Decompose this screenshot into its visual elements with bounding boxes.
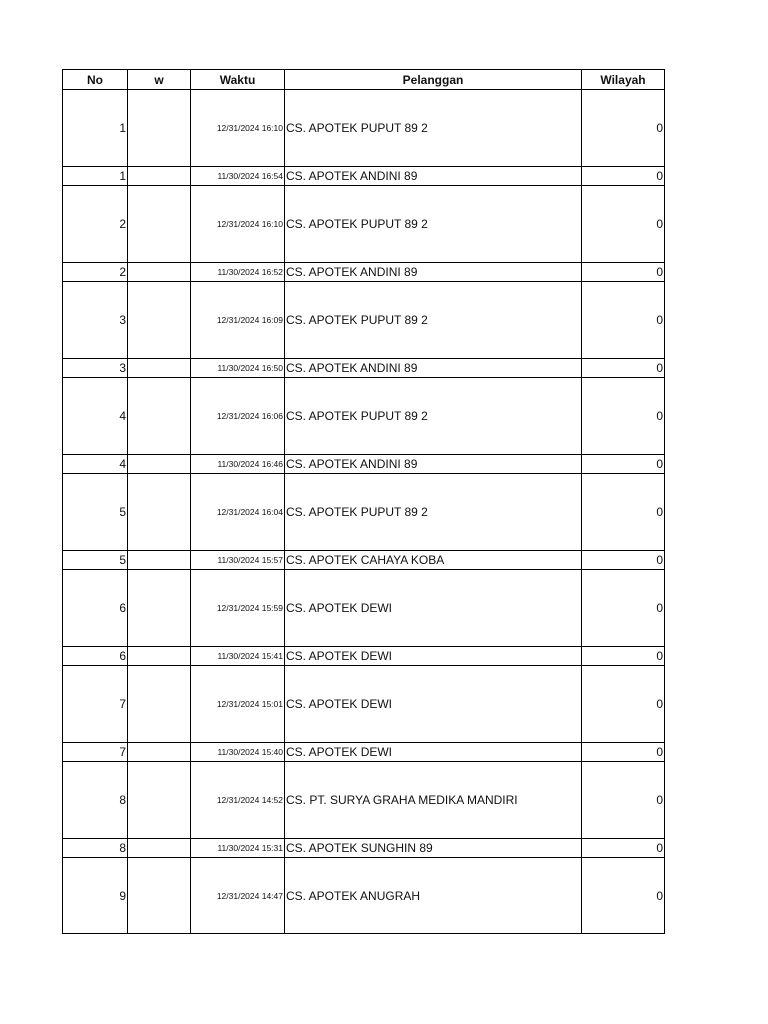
cell-pelanggan: CS. APOTEK PUPUT 89 2 — [285, 90, 582, 167]
cell-wilayah: 0 — [582, 551, 665, 570]
table-row — [63, 186, 665, 263]
header-w: w — [128, 70, 191, 90]
cell-waktu: 12/31/2024 16:04 — [191, 474, 285, 551]
cell-w — [128, 282, 191, 359]
cell-waktu: 11/30/2024 16:46 — [191, 455, 285, 474]
cell-pelanggan: CS. APOTEK DEWI — [285, 647, 582, 666]
cell-no: 5 — [63, 551, 128, 570]
cell-no: 6 — [63, 647, 128, 666]
cell-waktu: 11/30/2024 16:54 — [191, 167, 285, 186]
cell-pelanggan: CS. APOTEK DEWI — [285, 743, 582, 762]
cell-waktu: 12/31/2024 14:52 — [191, 762, 285, 839]
table-row — [63, 282, 665, 359]
cell-pelanggan: CS. PT. SURYA GRAHA MEDIKA MANDIRI — [285, 762, 582, 839]
cell-wilayah: 0 — [582, 455, 665, 474]
cell-wilayah: 0 — [582, 858, 665, 934]
cell-pelanggan: CS. APOTEK PUPUT 89 2 — [285, 186, 582, 263]
cell-w — [128, 263, 191, 282]
cell-waktu: 12/31/2024 15:01 — [191, 666, 285, 743]
cell-w — [128, 839, 191, 858]
cell-no: 6 — [63, 570, 128, 647]
cell-wilayah: 0 — [582, 378, 665, 455]
cell-pelanggan: CS. APOTEK SUNGHIN 89 — [285, 839, 582, 858]
cell-waktu: 12/31/2024 15:59 — [191, 570, 285, 647]
cell-pelanggan: CS. APOTEK ANDINI 89 — [285, 263, 582, 282]
cell-no: 7 — [63, 666, 128, 743]
cell-w — [128, 474, 191, 551]
cell-waktu: 12/31/2024 16:06 — [191, 378, 285, 455]
cell-wilayah: 0 — [582, 570, 665, 647]
cell-no: 8 — [63, 839, 128, 858]
table-row — [63, 858, 665, 934]
cell-w — [128, 455, 191, 474]
cell-no: 7 — [63, 743, 128, 762]
table-row — [63, 666, 665, 743]
table-row — [63, 570, 665, 647]
table-row — [63, 839, 665, 858]
cell-pelanggan: CS. APOTEK ANDINI 89 — [285, 167, 582, 186]
header-waktu: Waktu — [191, 70, 285, 90]
cell-w — [128, 186, 191, 263]
cell-wilayah: 0 — [582, 359, 665, 378]
cell-no: 1 — [63, 90, 128, 167]
table-row — [63, 743, 665, 762]
table-row — [63, 455, 665, 474]
cell-w — [128, 551, 191, 570]
cell-w — [128, 858, 191, 934]
cell-waktu: 11/30/2024 16:50 — [191, 359, 285, 378]
cell-w — [128, 647, 191, 666]
cell-pelanggan: CS. APOTEK PUPUT 89 2 — [285, 282, 582, 359]
cell-no: 4 — [63, 378, 128, 455]
cell-no: 2 — [63, 186, 128, 263]
cell-w — [128, 90, 191, 167]
cell-wilayah: 0 — [582, 839, 665, 858]
cell-waktu: 12/31/2024 16:10 — [191, 90, 285, 167]
cell-no: 1 — [63, 167, 128, 186]
cell-w — [128, 378, 191, 455]
cell-no: 8 — [63, 762, 128, 839]
cell-waktu: 11/30/2024 15:31 — [191, 839, 285, 858]
cell-no: 3 — [63, 359, 128, 378]
cell-wilayah: 0 — [582, 762, 665, 839]
cell-w — [128, 359, 191, 378]
cell-pelanggan: CS. APOTEK ANDINI 89 — [285, 359, 582, 378]
table-row — [63, 359, 665, 378]
header-row — [63, 70, 665, 90]
cell-w — [128, 743, 191, 762]
header-wilayah: Wilayah — [582, 70, 665, 90]
table-row — [63, 647, 665, 666]
cell-w — [128, 167, 191, 186]
table-row — [63, 762, 665, 839]
cell-pelanggan: CS. APOTEK PUPUT 89 2 — [285, 378, 582, 455]
cell-waktu: 11/30/2024 15:41 — [191, 647, 285, 666]
cell-wilayah: 0 — [582, 666, 665, 743]
cell-pelanggan: CS. APOTEK PUPUT 89 2 — [285, 474, 582, 551]
cell-waktu: 12/31/2024 16:09 — [191, 282, 285, 359]
cell-waktu: 12/31/2024 14:47 — [191, 858, 285, 934]
cell-no: 3 — [63, 282, 128, 359]
table-row — [63, 551, 665, 570]
spreadsheet-table — [62, 69, 665, 934]
cell-wilayah: 0 — [582, 743, 665, 762]
table-row — [63, 90, 665, 167]
cell-wilayah: 0 — [582, 90, 665, 167]
cell-pelanggan: CS. APOTEK ANDINI 89 — [285, 455, 582, 474]
cell-waktu: 11/30/2024 15:57 — [191, 551, 285, 570]
table-row — [63, 378, 665, 455]
cell-waktu: 12/31/2024 16:10 — [191, 186, 285, 263]
cell-waktu: 11/30/2024 16:52 — [191, 263, 285, 282]
cell-pelanggan: CS. APOTEK ANUGRAH — [285, 858, 582, 934]
cell-pelanggan: CS. APOTEK CAHAYA KOBA — [285, 551, 582, 570]
cell-no: 9 — [63, 858, 128, 934]
table-row — [63, 263, 665, 282]
cell-no: 4 — [63, 455, 128, 474]
cell-no: 5 — [63, 474, 128, 551]
cell-pelanggan: CS. APOTEK DEWI — [285, 570, 582, 647]
cell-wilayah: 0 — [582, 647, 665, 666]
cell-waktu: 11/30/2024 15:40 — [191, 743, 285, 762]
cell-wilayah: 0 — [582, 474, 665, 551]
cell-wilayah: 0 — [582, 186, 665, 263]
cell-w — [128, 570, 191, 647]
cell-wilayah: 0 — [582, 263, 665, 282]
header-pelanggan: Pelanggan — [285, 70, 582, 90]
cell-no: 2 — [63, 263, 128, 282]
cell-w — [128, 666, 191, 743]
table-row — [63, 474, 665, 551]
cell-pelanggan: CS. APOTEK DEWI — [285, 666, 582, 743]
header-no: No — [63, 70, 128, 90]
cell-wilayah: 0 — [582, 167, 665, 186]
table-row — [63, 167, 665, 186]
cell-wilayah: 0 — [582, 282, 665, 359]
cell-w — [128, 762, 191, 839]
